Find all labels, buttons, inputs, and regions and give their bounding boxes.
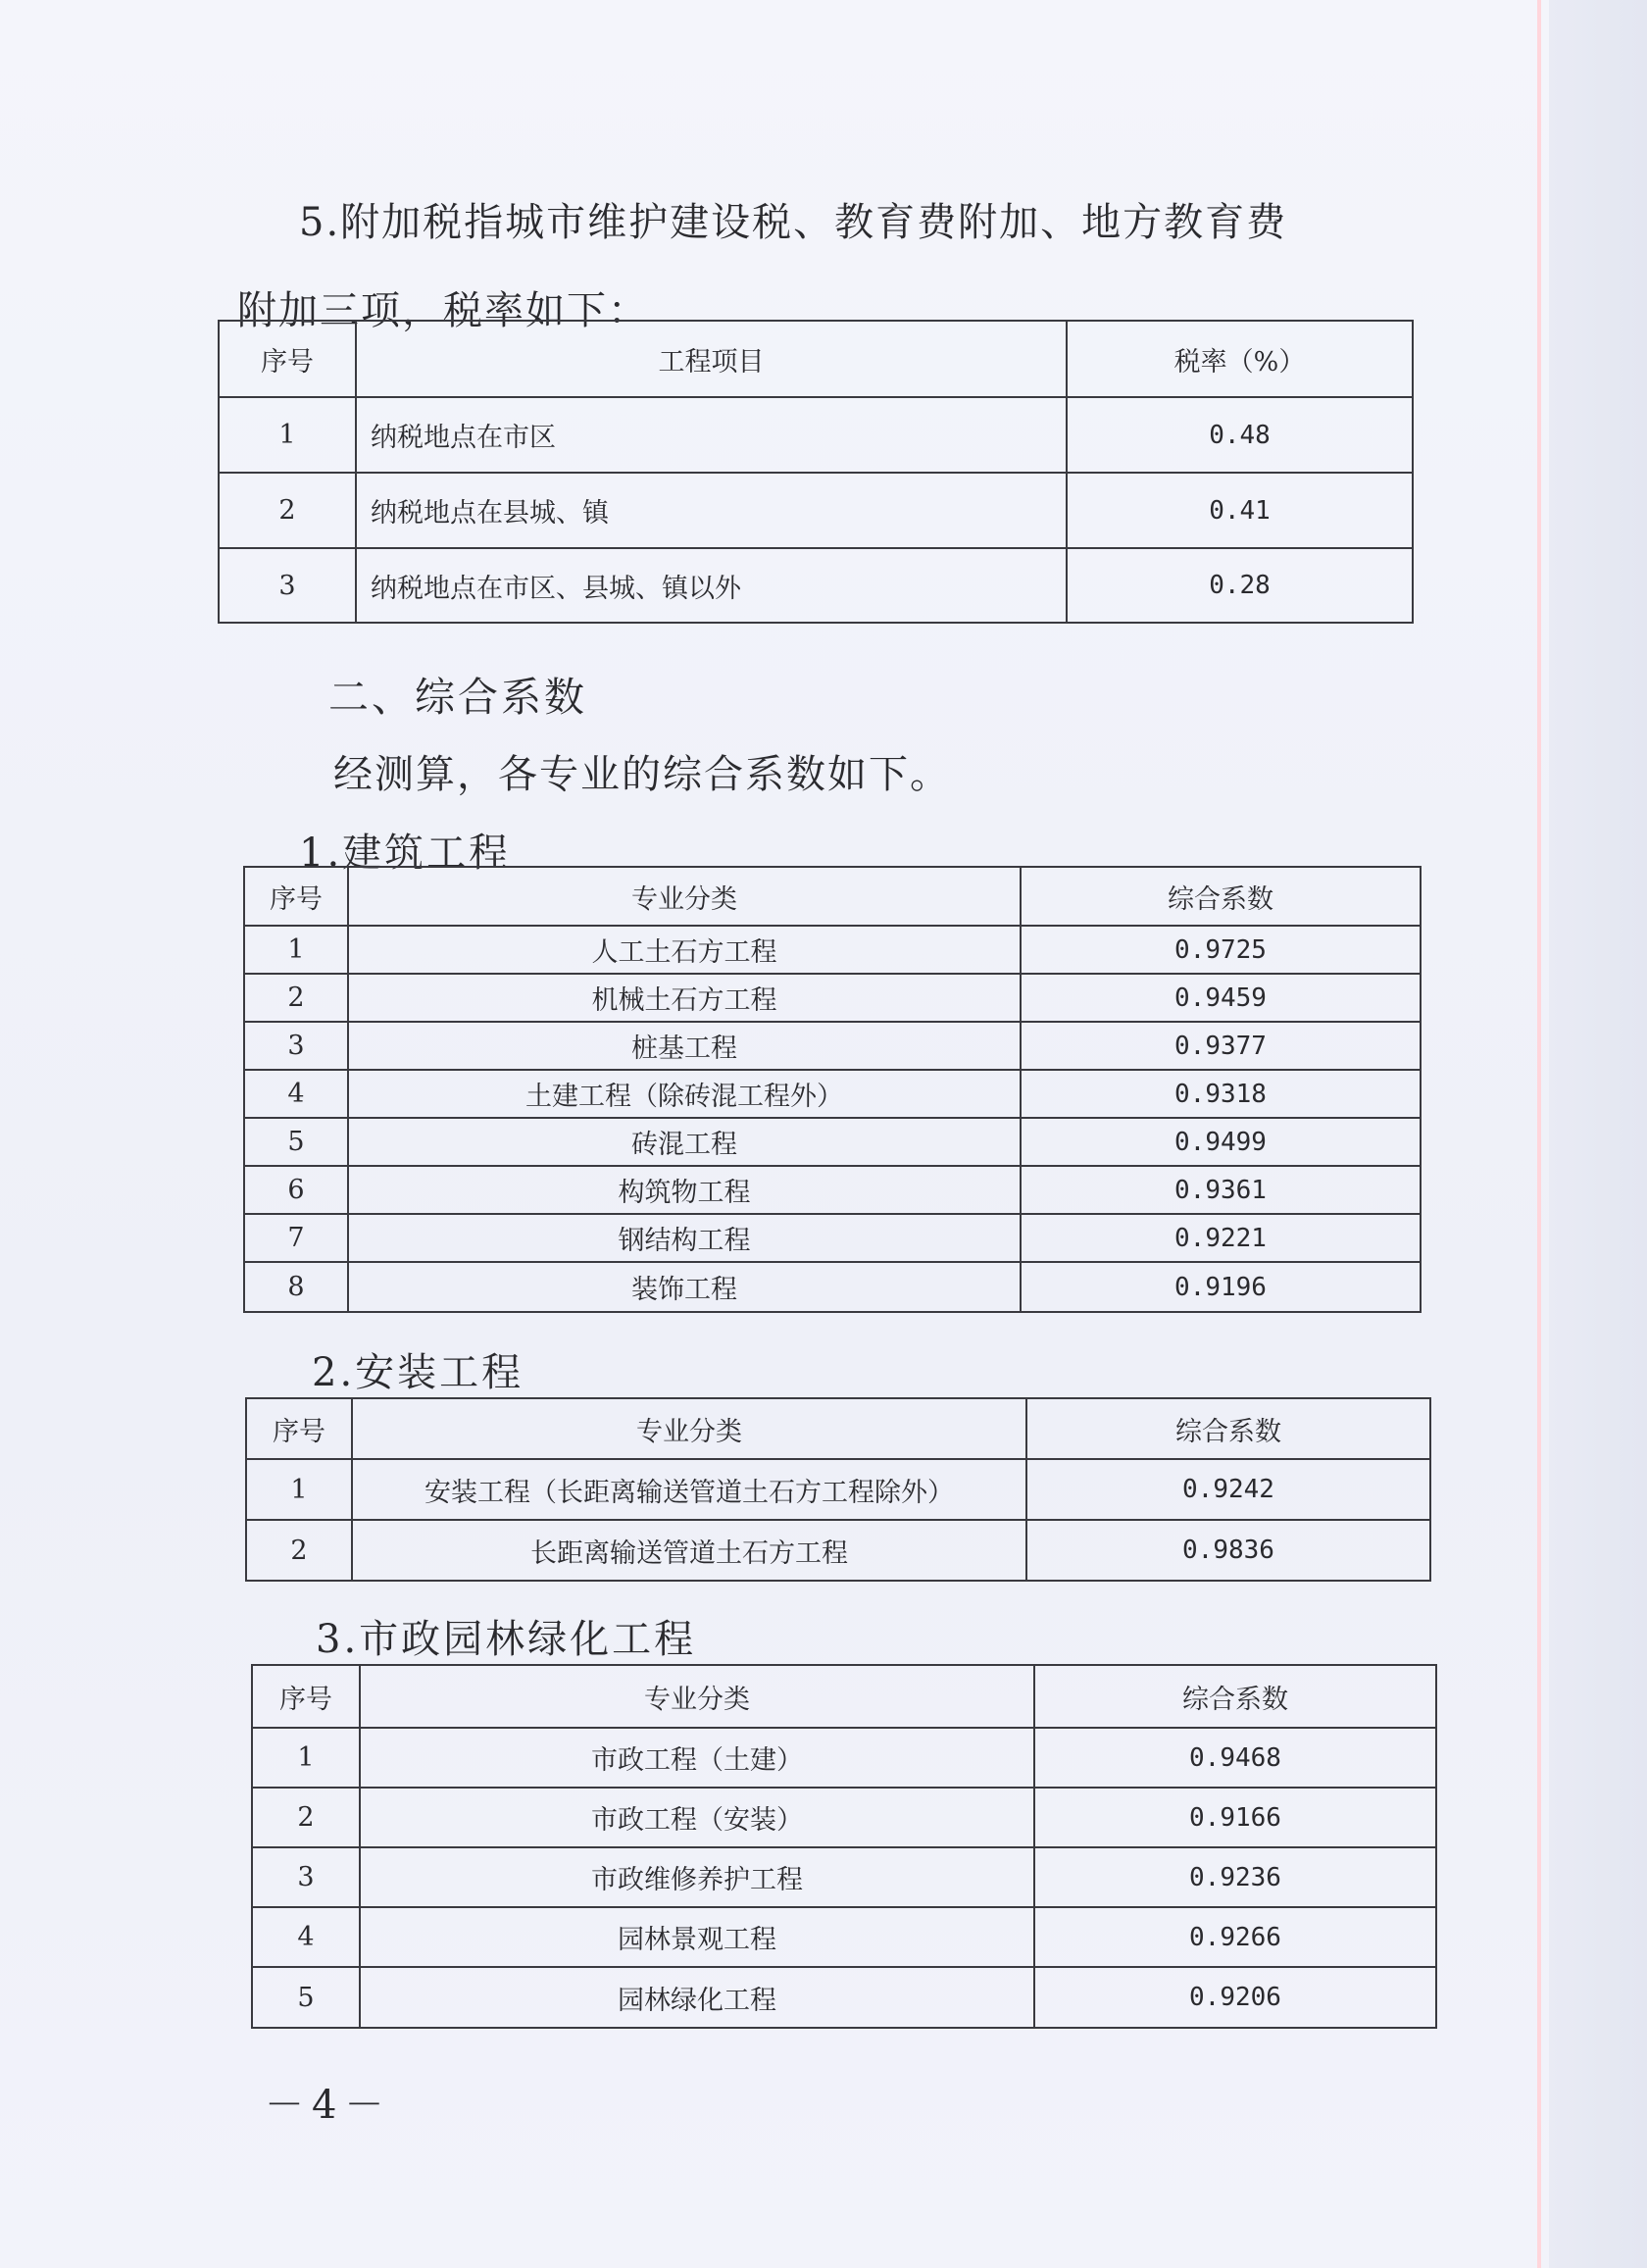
header-coefficient: 综合系数 [1034,1665,1436,1728]
section-intro: 经测算，各专业的综合系数如下。 [333,752,951,797]
row-rate: 0.28 [1067,548,1413,623]
row-no: 1 [246,1459,352,1520]
header-category: 专业分类 [348,867,1021,926]
row-coefficient: 0.9221 [1021,1214,1421,1262]
table-row [244,1118,1421,1166]
row-no: 5 [244,1118,348,1166]
header-no: 序号 [246,1398,352,1459]
row-rate: 0.41 [1067,473,1413,548]
header-category: 专业分类 [352,1398,1026,1459]
row-no: 3 [219,548,356,623]
row-coefficient: 0.9468 [1034,1728,1436,1788]
table-row [244,1022,1421,1070]
row-no: 8 [244,1262,348,1312]
row-item: 纳税地点在市区、县城、镇以外 [356,548,1067,623]
row-no: 7 [244,1214,348,1262]
row-coefficient: 0.9725 [1021,926,1421,974]
row-category: 装饰工程 [348,1262,1021,1312]
header-no: 序号 [219,321,356,397]
section-heading: 二、综合系数 [328,674,587,721]
table-row [246,1520,1430,1581]
building-heading: 1.建筑工程 [299,831,512,876]
header-coefficient: 综合系数 [1021,867,1421,926]
row-category: 市政维修养护工程 [360,1847,1034,1907]
row-category: 钢结构工程 [348,1214,1021,1262]
row-rate: 0.48 [1067,397,1413,473]
header-coefficient: 综合系数 [1026,1398,1430,1459]
row-no: 2 [219,473,356,548]
tax-rate-table [218,320,1414,624]
row-no: 4 [252,1907,360,1967]
row-item: 纳税地点在市区 [356,397,1067,473]
row-coefficient: 0.9206 [1034,1967,1436,2028]
table-row [219,397,1413,473]
row-coefficient: 0.9318 [1021,1070,1421,1118]
row-category: 园林绿化工程 [360,1967,1034,2028]
row-no: 1 [219,397,356,473]
row-category: 长距离输送管道土石方工程 [352,1520,1026,1581]
header-category: 专业分类 [360,1665,1034,1728]
row-no: 2 [252,1788,360,1847]
table-row [244,926,1421,974]
row-no: 4 [244,1070,348,1118]
row-category: 市政工程（安装） [360,1788,1034,1847]
table-row [252,1847,1436,1907]
row-coefficient: 0.9361 [1021,1166,1421,1214]
header-no: 序号 [244,867,348,926]
row-category: 桩基工程 [348,1022,1021,1070]
row-coefficient: 0.9499 [1021,1118,1421,1166]
row-coefficient: 0.9836 [1026,1520,1430,1581]
row-coefficient: 0.9166 [1034,1788,1436,1847]
table-row [244,974,1421,1022]
scan-edge [1549,0,1647,2268]
table-header-row [244,867,1421,926]
row-category: 机械土石方工程 [348,974,1021,1022]
row-coefficient: 0.9242 [1026,1459,1430,1520]
intro-line-1: 5.附加税指城市维护建设税、教育费附加、地方教育费 [299,200,1288,245]
header-item: 工程项目 [356,321,1067,397]
row-category: 安装工程（长距离输送管道土石方工程除外） [352,1459,1026,1520]
row-item: 纳税地点在县城、镇 [356,473,1067,548]
table-row [252,1728,1436,1788]
table-row [252,1967,1436,2028]
row-coefficient: 0.9196 [1021,1262,1421,1312]
row-no: 1 [244,926,348,974]
table-row [244,1166,1421,1214]
header-no: 序号 [252,1665,360,1728]
building-coefficient-table [243,866,1422,1313]
row-coefficient: 0.9236 [1034,1847,1436,1907]
row-category: 园林景观工程 [360,1907,1034,1967]
row-no: 3 [252,1847,360,1907]
row-no: 1 [252,1728,360,1788]
row-no: 3 [244,1022,348,1070]
table-row [244,1262,1421,1312]
municipal-coefficient-table [251,1664,1437,2029]
install-coefficient-table [245,1397,1431,1582]
row-category: 砖混工程 [348,1118,1021,1166]
row-no: 6 [244,1166,348,1214]
table-row [219,548,1413,623]
row-coefficient: 0.9266 [1034,1907,1436,1967]
table-header-row [246,1398,1430,1459]
table-row [246,1459,1430,1520]
intro-line-2: 附加三项，税率如下： [237,288,649,333]
row-coefficient: 0.9459 [1021,974,1421,1022]
table-row [252,1907,1436,1967]
row-category: 市政工程（土建） [360,1728,1034,1788]
table-row [244,1214,1421,1262]
table-header-row [252,1665,1436,1728]
table-row [252,1788,1436,1847]
table-row [244,1070,1421,1118]
scan-edge-line [1537,0,1541,2268]
header-rate: 税率（%） [1067,321,1413,397]
table-header-row [219,321,1413,397]
row-category: 构筑物工程 [348,1166,1021,1214]
page-number: －4－ [265,2083,392,2128]
row-no: 2 [246,1520,352,1581]
table-row [219,473,1413,548]
row-coefficient: 0.9377 [1021,1022,1421,1070]
install-heading: 2.安装工程 [312,1350,524,1395]
municipal-heading: 3.市政园林绿化工程 [316,1617,697,1662]
row-no: 5 [252,1967,360,2028]
row-no: 2 [244,974,348,1022]
row-category: 人工土石方工程 [348,926,1021,974]
row-category: 土建工程（除砖混工程外） [348,1070,1021,1118]
